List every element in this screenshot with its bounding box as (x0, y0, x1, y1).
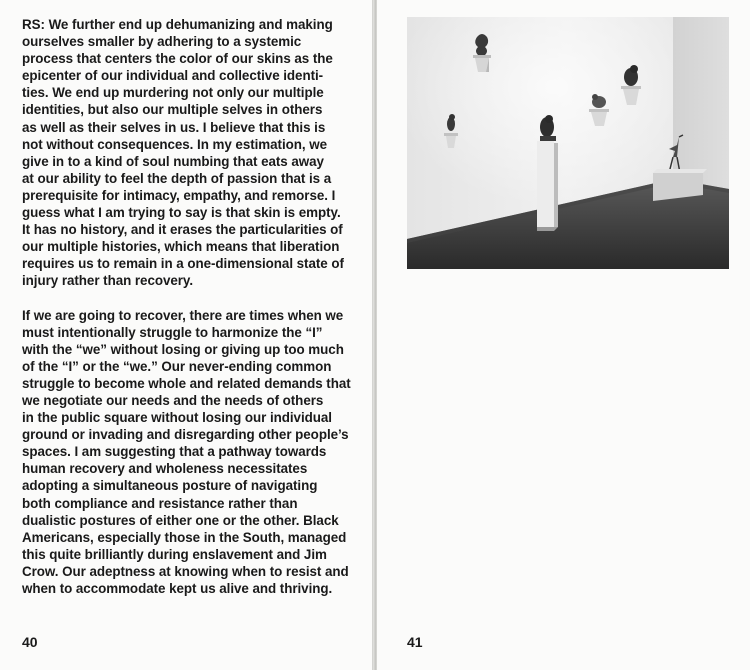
body-text (22, 16, 352, 614)
paragraph-2: If we are going to recover, there are times when we must intentionally struggle to harmonize the “I” with the “we” without losing or giving up too much of the “I” or the “we.” Our never-ending common struggle to become whole and related demands that we negotiate our needs and the needs of others in the public square without losing our individual ground or invading and disregarding other people’s spaces. I am suggesting that a pathway towards human recovery and wholeness necessitates adopting a simultaneous posture of navigating both compliance and resistance rather than dualistic postures of either one or the other. Black Americans, especially those in the South, managed this quite brilliantly during enslavement and Jim Crow. Our adeptness at knowing when to resist and when to accommodate kept us alive and thriving. (22, 307, 351, 596)
paragraph-1: RS: We further end up dehumanizing and making ourselves smaller by adhering to a systemic process that centers the color of our skins as the epicenter of our individual and collective identi- ties. We end up murdering not only our multiple identities, but also our multiple selves in others as well as their selves in us. I believe that this is not without consequences. In my estimation, we give in to a kind of soul numbing that eats away at our ability to feel the depth of passion that is a prerequisite for intimacy, empathy, and remorse. I guess what I am trying to say is that skin is empty. It has no history, and it erases the particularities of our multiple histories, which means that liberation requires us to remain in a one-dimensional state of injury rather than recovery. (22, 17, 344, 289)
left-page (0, 0, 372, 670)
page-number-left: 40 (22, 634, 38, 650)
gallery-photograph (407, 17, 729, 269)
right-page (377, 0, 750, 670)
page-number-right: 41 (407, 634, 423, 650)
